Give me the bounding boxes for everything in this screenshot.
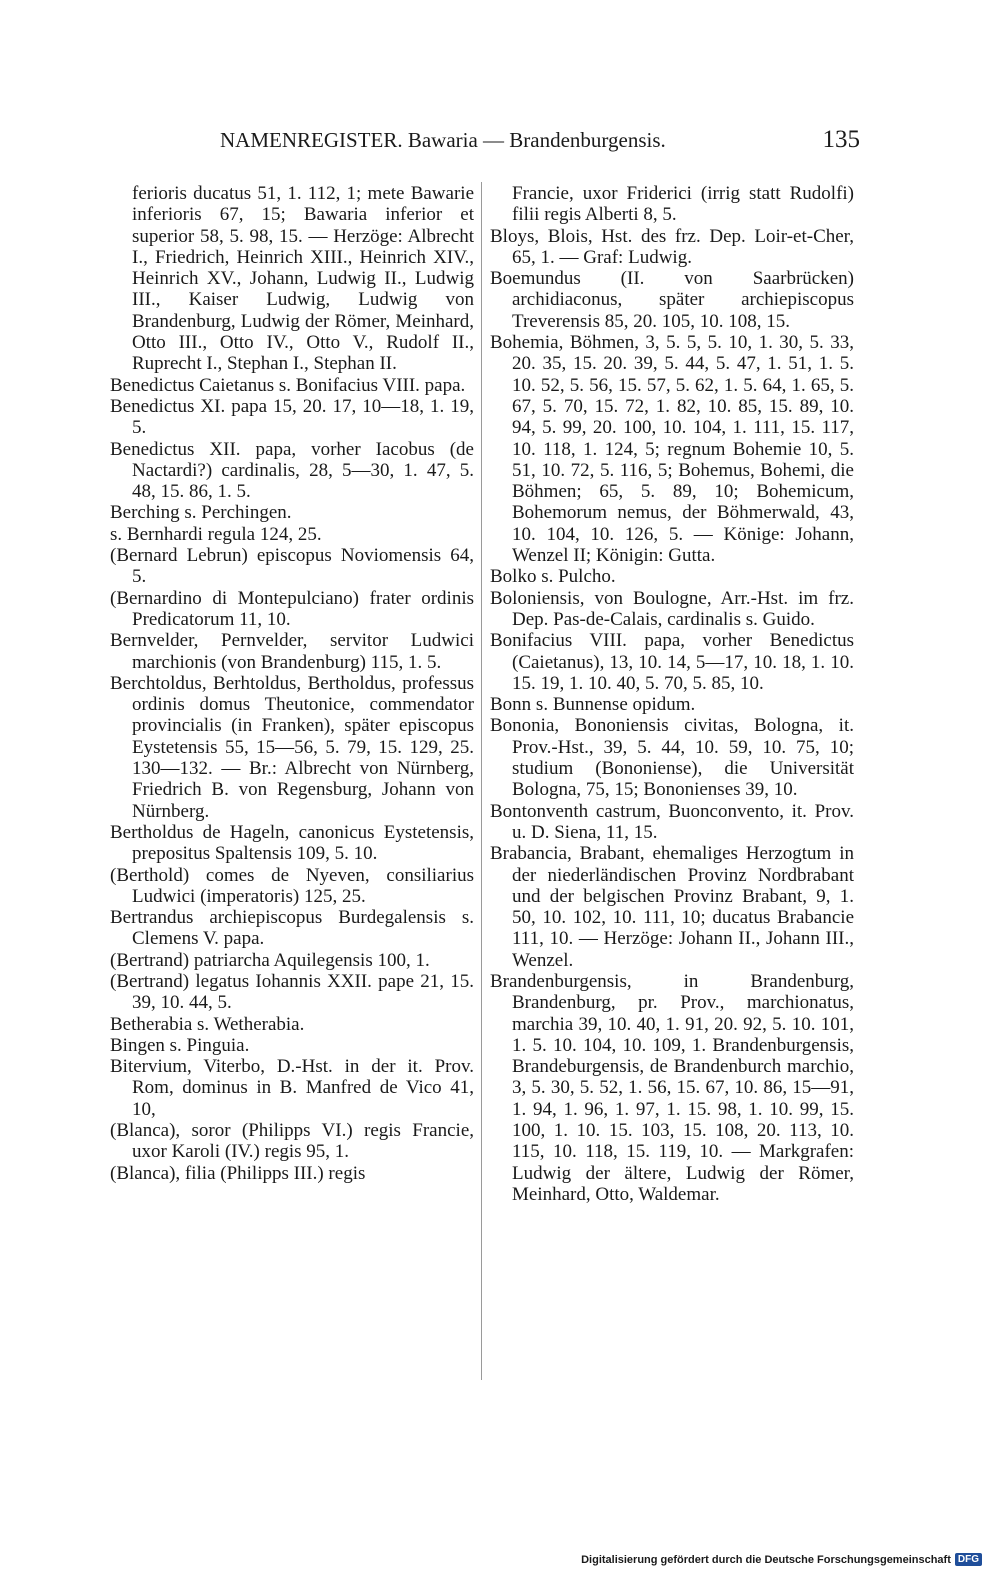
index-entry: (Blanca), soror (Philipps VI.) regis Francie, uxor Karoli (IV.) regis 95, 1. [110,1120,474,1163]
index-entry: Berching s. Perchingen. [110,502,292,524]
column-divider [481,182,482,1380]
dfg-logo: DFG [955,1553,982,1566]
index-entry: Bloys, Blois, Hst. des frz. Dep. Loir-et-Cher, 65, 1. — Graf: Ludwig. [490,225,854,268]
page-number: 135 [822,126,860,153]
index-entry: Bonifacius VIII. papa, vorher Benedictus (Caietanus), 13, 10. 14, 5—17, 10. 18, 1. 10. 15. 19, 1. 10. 40, 5. 70, 5. 85, 10. [490,630,854,694]
index-entry: (Bernard Lebrun) episcopus Noviomensis 64, 5. [110,545,474,588]
index-entry: Brabancia, Brabant, ehemaliges Herzogtum in der niederländischen Provinz Nordbrabant und der belgischen Provinz Brabant, 9, 1. 50, 10. 102, 10. 111, 10; ducatus Brabancie 111, 10. — Herzöge: Johann II., Johann III., Wenzel. [490,843,854,971]
index-entry: Bertrandus archiepiscopus Burdegalensis s. Clemens V. papa. [110,907,474,950]
index-entry: ferioris ducatus 51, 1. 112, 1; mete Bawarie inferioris 67, 15; Bawaria inferior et superior 58, 5. 98, 15. — Herzöge: Albrecht I., Friedrich, Heinrich XIII., Heinrich XIV., Heinrich XV., Johann, Ludwig II., Ludwig III., Kaiser Ludwig, Ludwig von Brandenburg, Ludwig der Römer, Meinhard, Otto III., Otto IV., Otto V., Rudolf II., Ruprecht I., Stephan I., Stephan II. [132,183,474,375]
digitization-footer [581,1553,982,1566]
index-entry: (Blanca), filia (Philipps III.) regis [110,1162,366,1184]
left-column [110,183,474,1184]
index-entry: Benedictus XI. papa 15, 20. 17, 10—18, 1. 19, 5. [110,395,474,439]
page-header [110,128,860,164]
index-entry: Bonn s. Bunnense opidum. [490,694,696,716]
index-entry: Benedictus XII. papa, vorher Iacobus (de Nactardi?) cardinalis, 28, 5—30, 1. 47, 5. 48, 15. 86, 1. 5. [110,438,474,503]
index-entry: (Berthold) comes de Nyeven, consiliarius Ludwici (imperatoris) 125, 25. [110,864,474,907]
index-entry: Benedictus Caietanus s. Bonifacius VIII. papa. [110,374,466,396]
index-entry: Bolko s. Pulcho. [490,566,616,588]
running-head: NAMENREGISTER. Bawaria — Brandenburgensis. [220,128,666,152]
index-entry: Brandenburgensis, in Brandenburg, Brandenburg, pr. Prov., marchionatus, marchia 39, 10. 40, 1. 91, 20. 92, 5. 10. 101, 1. 5. 10. 104, 10. 109, 1. Brandenburgensis, Brandeburgensis, de Brandenburch marchio, 3, 5. 30, 5. 52, 1. 56, 15. 67, 10. 86, 15—91, 1. 94, 1. 96, 1. 97, 1. 15. 98, 1. 10. 99, 15. 100, 1. 10. 15. 103, 15. 108, 20. 113, 10. 115, 10. 118, 15. 119, 10. — Markgrafen: Ludwig der ältere, Ludwig der Römer, Meinhard, Otto, Waldemar. [490,970,854,1205]
index-entry: Bertholdus de Hageln, canonicus Eystetensis, prepositus Spaltensis 109, 5. 10. [110,821,474,865]
index-entry: Boloniensis, von Boulogne, Arr.-Hst. im frz. Dep. Pas-de-Calais, cardinalis s. Guido. [490,587,854,630]
right-column [490,183,854,1205]
footer-credit: Digitalisierung gefördert durch die Deutsche Forschungsgemeinschaft [581,1553,951,1566]
index-entry: (Bertrand) legatus Iohannis XXII. pape 21, 15. 39, 10. 44, 5. [110,970,474,1014]
index-entry: Bohemia, Böhmen, 3, 5. 5, 5. 10, 1. 30, 5. 33, 20. 35, 15. 20. 39, 5. 44, 5. 47, 1. 51, 1. 5. 10. 52, 5. 56, 15. 57, 5. 62, 1. 5. 64, 1. 65, 5. 67, 5. 70, 15. 72, 1. 82, 10. 85, 15. 89, 10. 94, 5. 99, 20. 100, 10. 104, 1. 111, 15. 117, 10. 118, 1. 124, 5; regnum Bohemie 10, 5. 51, 10. 72, 5. 116, 5; Bohemus, Bohemi, die Böhmen; 65, 5. 89, 10; Bohemicum, Bohemorum nemus, der Böhmerwald, 43, 10. 104, 10. 126, 5. — Könige: Johann, Wenzel II; Königin: Gutta. [490,332,854,567]
index-entry: (Bernardino di Montepulciano) frater ordinis Predicatorum 11, 10. [110,587,474,630]
index-entry: s. Bernhardi regula 124, 25. [110,523,322,545]
index-entry: Bitervium, Viterbo, D.-Hst. in der it. Prov. Rom, dominus in B. Manfred de Vico 41, 10, [110,1056,474,1120]
index-entry: Bingen s. Pinguia. [110,1034,250,1056]
index-entry: Bontonventh castrum, Buonconvento, it. Prov. u. D. Siena, 11, 15. [490,800,854,843]
index-entry: Bernvelder, Pernvelder, servitor Ludwici marchionis (von Brandenburg) 115, 1. 5. [110,630,474,673]
index-entry: (Bertrand) patriarcha Aquilegensis 100, 1. [110,949,430,971]
index-entry: Boemundus (II. von Saarbrücken) archidiaconus, später archiepiscopus Treverensis 85, 20. 105, 10. 108, 15. [490,268,854,332]
index-entry: Francie, uxor Friderici (irrig statt Rudolfi) filii regis Alberti 8, 5. [512,183,854,226]
index-entry: Bononia, Bononiensis civitas, Bologna, it. Prov.-Hst., 39, 5. 44, 10. 59, 10. 75, 10; studium (Bononiense), die Universität Bologna, 75, 15; Bononienses 39, 10. [490,715,854,801]
index-entry: Betherabia s. Wetherabia. [110,1013,305,1035]
index-entry: Berchtoldus, Berhtoldus, Bertholdus, professus ordinis domus Theutonice, commendator provincialis (in Franken), später episcopus Eystetensis 55, 15—56, 5. 79, 15. 129, 25. 130—132. — Br.: Albrecht von Nürnberg, Friedrich B. von Regensburg, Johann von Nürnberg. [110,672,474,822]
